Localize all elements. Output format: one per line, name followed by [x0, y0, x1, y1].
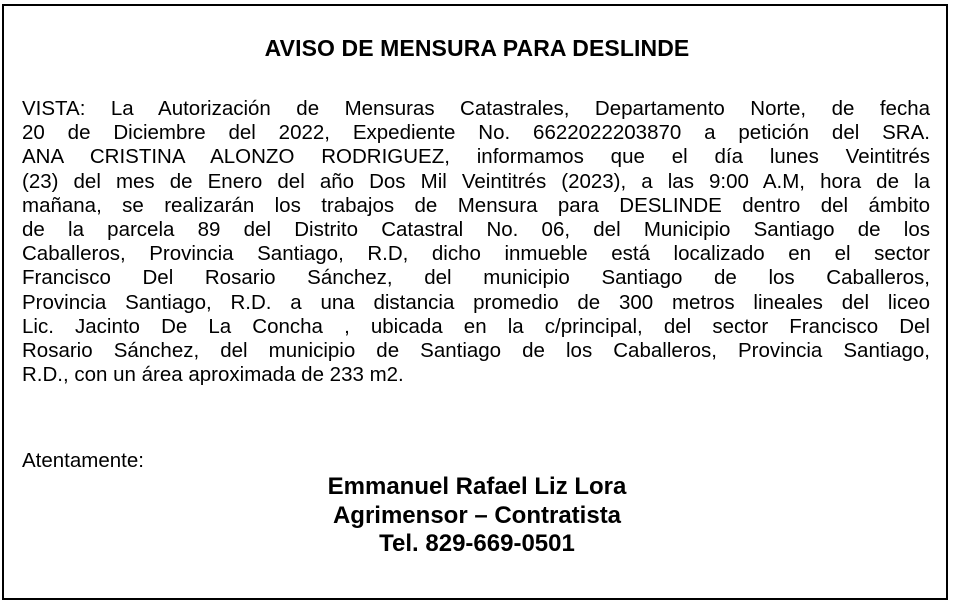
body-line: VISTA: La Autorización de Mensuras Catastrales, Departamento Norte, de fecha [22, 97, 930, 120]
body-line: Rosario Sánchez, del municipio de Santiago de los Caballeros, Provincia Santiago, [22, 338, 930, 362]
notice-frame [2, 4, 948, 600]
body-line: 20 de Diciembre del 2022, Expediente No. 6622022203870 a petición del SRA. [22, 121, 930, 145]
body-line: Provincia Santiago, R.D. a una distancia promedio de 300 metros lineales del liceo [22, 290, 930, 314]
signer-phone: Tel. 829-669-0501 [379, 530, 575, 557]
body-line: mañana, se realizarán los trabajos de Mensura para DESLINDE dentro del ámbito [22, 193, 930, 217]
body-line: de la parcela 89 del Distrito Catastral No. 06, del Municipio Santiago de los [22, 217, 930, 241]
notice-title: AVISO DE MENSURA PARA DESLINDE [264, 35, 690, 61]
body-line: Lic. Jacinto De La Concha , ubicada en la c/principal, del sector Francisco Del [22, 314, 930, 338]
notice-body [22, 96, 930, 386]
signature-block [4, 473, 950, 559]
body-line: Caballeros, Provincia Santiago, R.D, dicho inmueble está localizado en el sector [22, 242, 930, 266]
body-line: ANA CRISTINA ALONZO RODRIGUEZ, informamos que el día lunes Veintitrés [22, 145, 930, 169]
body-line: Francisco Del Rosario Sánchez, del municipio Santiago de los Caballeros, [22, 266, 930, 290]
signer-name: Emmanuel Rafael Liz Lora [327, 473, 627, 500]
body-line: R.D., con un área aproximada de 233 m2. [22, 363, 404, 387]
body-line: (23) del mes de Enero del año Dos Mil Veintitrés (2023), a las 9:00 A.M, hora de la [22, 169, 930, 193]
signer-role: Agrimensor – Contratista [332, 501, 622, 529]
signoff: Atentamente: [22, 449, 144, 472]
